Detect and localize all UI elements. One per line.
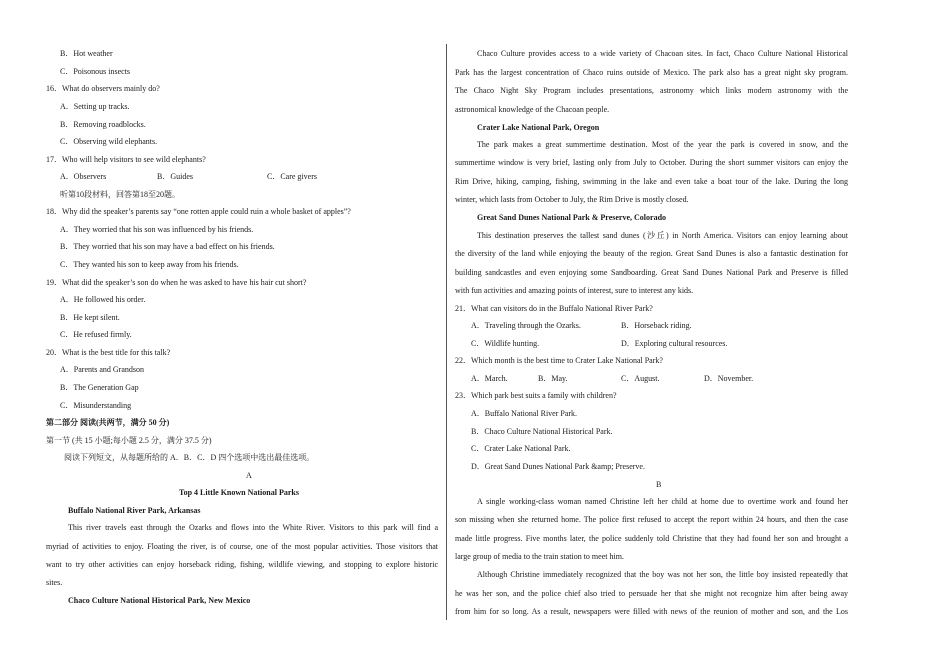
park1-line-2: myriad of activities to enjoy. Floating the river, is of course, one of the most popular activities. Those visitors that — [46, 542, 438, 551]
crater-line-2: summertime window is very brief, lasting only from July to October. During the short summer visitors can enjoy the — [455, 158, 848, 167]
passage-a-title: Top 4 Little Known National Parks — [179, 488, 299, 497]
q23-option-d: D．Great Sand Dunes National Park &amp; Preserve. — [471, 462, 645, 471]
q20-option-a: A．Parents and Grandson — [60, 365, 144, 374]
q19-option-b: B．He kept silent. — [60, 313, 120, 322]
q17-option-a: A．Observers — [60, 172, 107, 181]
crater-line-1: The park makes a great summertime destination. Most of the year the park is covered in snow, and the — [477, 140, 848, 149]
park2-heading: Chaco Culture National Historical Park, New Mexico — [68, 596, 251, 605]
park1-line-1: This river travels east through the Ozarks and flows into the White River. Visitors to this park will find a — [68, 523, 438, 532]
crater-line-4: winter, which lasts from October to July, the Rim Drive is mostly closed. — [455, 195, 689, 204]
q21-option-c: C．Wildlife hunting. — [471, 339, 540, 348]
chaco-line-3: The Chaco Night Sky Program includes presentations, astronomy which links modern astronomy with the — [455, 86, 848, 95]
q20-option-b: B．The Generation Gap — [60, 383, 139, 392]
q16-option-b: B．Removing roadblocks. — [60, 120, 146, 129]
part2-heading: 第二部分 阅读(共两节，满分 50 分) — [46, 418, 170, 427]
q18-stem: 18．Why did the speaker’s parents say “one rotten apple could ruin a whole basket of apples”? — [46, 207, 351, 216]
q19-option-c: C．He refused firmly. — [60, 330, 132, 339]
park1-heading: Buffalo National River Park, Arkansas — [68, 506, 201, 515]
park1-line-4: sites. — [46, 578, 63, 587]
q22-option-c: C．August. — [621, 374, 660, 383]
q22-option-b: B．May. — [538, 374, 568, 383]
q19-stem: 19．What did the speaker’s son do when he was asked to have his hair cut short? — [46, 278, 307, 287]
b-para1-line-2: son missing when she returned home. The police first refused to accept the report within 24 hours, and then the case — [455, 515, 848, 524]
q16-option-a: A．Setting up tracks. — [60, 102, 130, 111]
q22-option-d: D．November. — [704, 374, 754, 383]
passage-a-label: A — [246, 471, 252, 480]
section1-heading: 第一节 (共 15 小题;每小题 2.5 分，满分 37.5 分) — [46, 436, 212, 445]
q18-option-b: B．They worried that his son may have a bad effect on his friends. — [60, 242, 275, 251]
chaco-line-4: astronomical knowledge of the Chacoan people. — [455, 105, 610, 114]
q22-stem: 22．Which month is the best time to Crater Lake National Park? — [455, 356, 663, 365]
b-para2-line-2: he was her son, and the police chief also tried to persuade her that she might not recognize him after being away — [455, 589, 848, 598]
chaco-line-2: Park has the largest concentration of Chaco ruins outside of Mexico. The park also has a great night sky program. — [455, 68, 848, 77]
q16-option-c: C．Observing wild elephants. — [60, 137, 158, 146]
q22-option-a: A．March. — [471, 374, 508, 383]
column-divider — [446, 44, 447, 620]
q21-stem: 21．What can visitors do in the Buffalo National River Park? — [455, 304, 653, 313]
b-para1-line-3: made little progress. Five months later, the police suddenly told Christine that they had found her son and brought a — [455, 534, 848, 543]
q17-option-c: C．Care givers — [267, 172, 317, 181]
b-para1-line-1: A single working-class woman named Christine left her child at home due to overtime work and found her — [477, 497, 848, 506]
q17-stem: 17．Who will help visitors to see wild elephants? — [46, 155, 206, 164]
q17-option-b: B．Guides — [157, 172, 193, 181]
park4-heading: Great Sand Dunes National Park & Preserve, Colorado — [477, 213, 667, 222]
passage-b-label: B — [656, 480, 662, 489]
b-para2-line-3: from him for so long. As a result, newspapers were filled with news of the reunion of mother and son, and the Los — [455, 607, 848, 616]
q21-option-b: B．Horseback riding. — [621, 321, 692, 330]
q15-option-c: C．Poisonous insects — [60, 67, 131, 76]
q16-stem: 16．What do observers mainly do? — [46, 84, 160, 93]
q23-option-a: A．Buffalo National River Park. — [471, 409, 578, 418]
q21-option-d: D．Exploring cultural resources. — [621, 339, 728, 348]
dunes-line-4: with fun activities and amazing points of interest, sure to interest any kids. — [455, 286, 694, 295]
reading-instruction: 阅读下列短文，从每题所给的 A．B．C．D 四个选项中选出最佳选项。 — [64, 453, 315, 462]
q23-option-b: B．Chaco Culture National Historical Park. — [471, 427, 613, 436]
q18-option-c: C．They wanted his son to keep away from his friends. — [60, 260, 239, 269]
listening-note: 听第10段材料，回答第18至20题。 — [60, 190, 180, 199]
park1-line-3: want to try other activities can enjoy horseback riding, fishing, wildlife viewing, and stopping to explore historic — [46, 560, 438, 569]
b-para1-line-4: large group of media to the train station to meet him. — [455, 552, 624, 561]
q15-option-b: B．Hot weather — [60, 49, 113, 58]
q23-stem: 23．Which park best suits a family with children? — [455, 391, 617, 400]
q20-option-c: C．Misunderstanding — [60, 401, 132, 410]
q20-stem: 20．What is the best title for this talk? — [46, 348, 171, 357]
q19-option-a: A．He followed his order. — [60, 295, 146, 304]
chaco-line-1: Chaco Culture provides access to a wide variety of Chacoan sites. In fact, Chaco Culture National Historical — [477, 49, 848, 58]
dunes-line-1: This destination preserves the tallest sand dunes (沙丘) in North America. Visitors can enjoy learning about — [477, 231, 848, 240]
crater-line-3: Rim Drive, hiking, camping, fishing, swimming in the lake and even take a boat tour of the lake. During the long — [455, 177, 848, 186]
park3-heading: Crater Lake National Park, Oregon — [477, 123, 600, 132]
b-para2-line-1: Although Christine immediately recognized that the boy was not her son, the little boy insisted repeatedly that — [477, 570, 848, 579]
q21-option-a: A．Traveling through the Ozarks. — [471, 321, 581, 330]
q23-option-c: C．Crater Lake National Park. — [471, 444, 571, 453]
dunes-line-3: building sandcastles and even enjoying some Sandboarding. Great Sand Dunes National Park and Preserve is filled — [455, 268, 848, 277]
q18-option-a: A．They worried that his son was influenced by his friends. — [60, 225, 254, 234]
dunes-line-2: the diversity of the land while enjoying the beauty of the region. Great Sand Dunes is also a fantastic destination for — [455, 249, 848, 258]
